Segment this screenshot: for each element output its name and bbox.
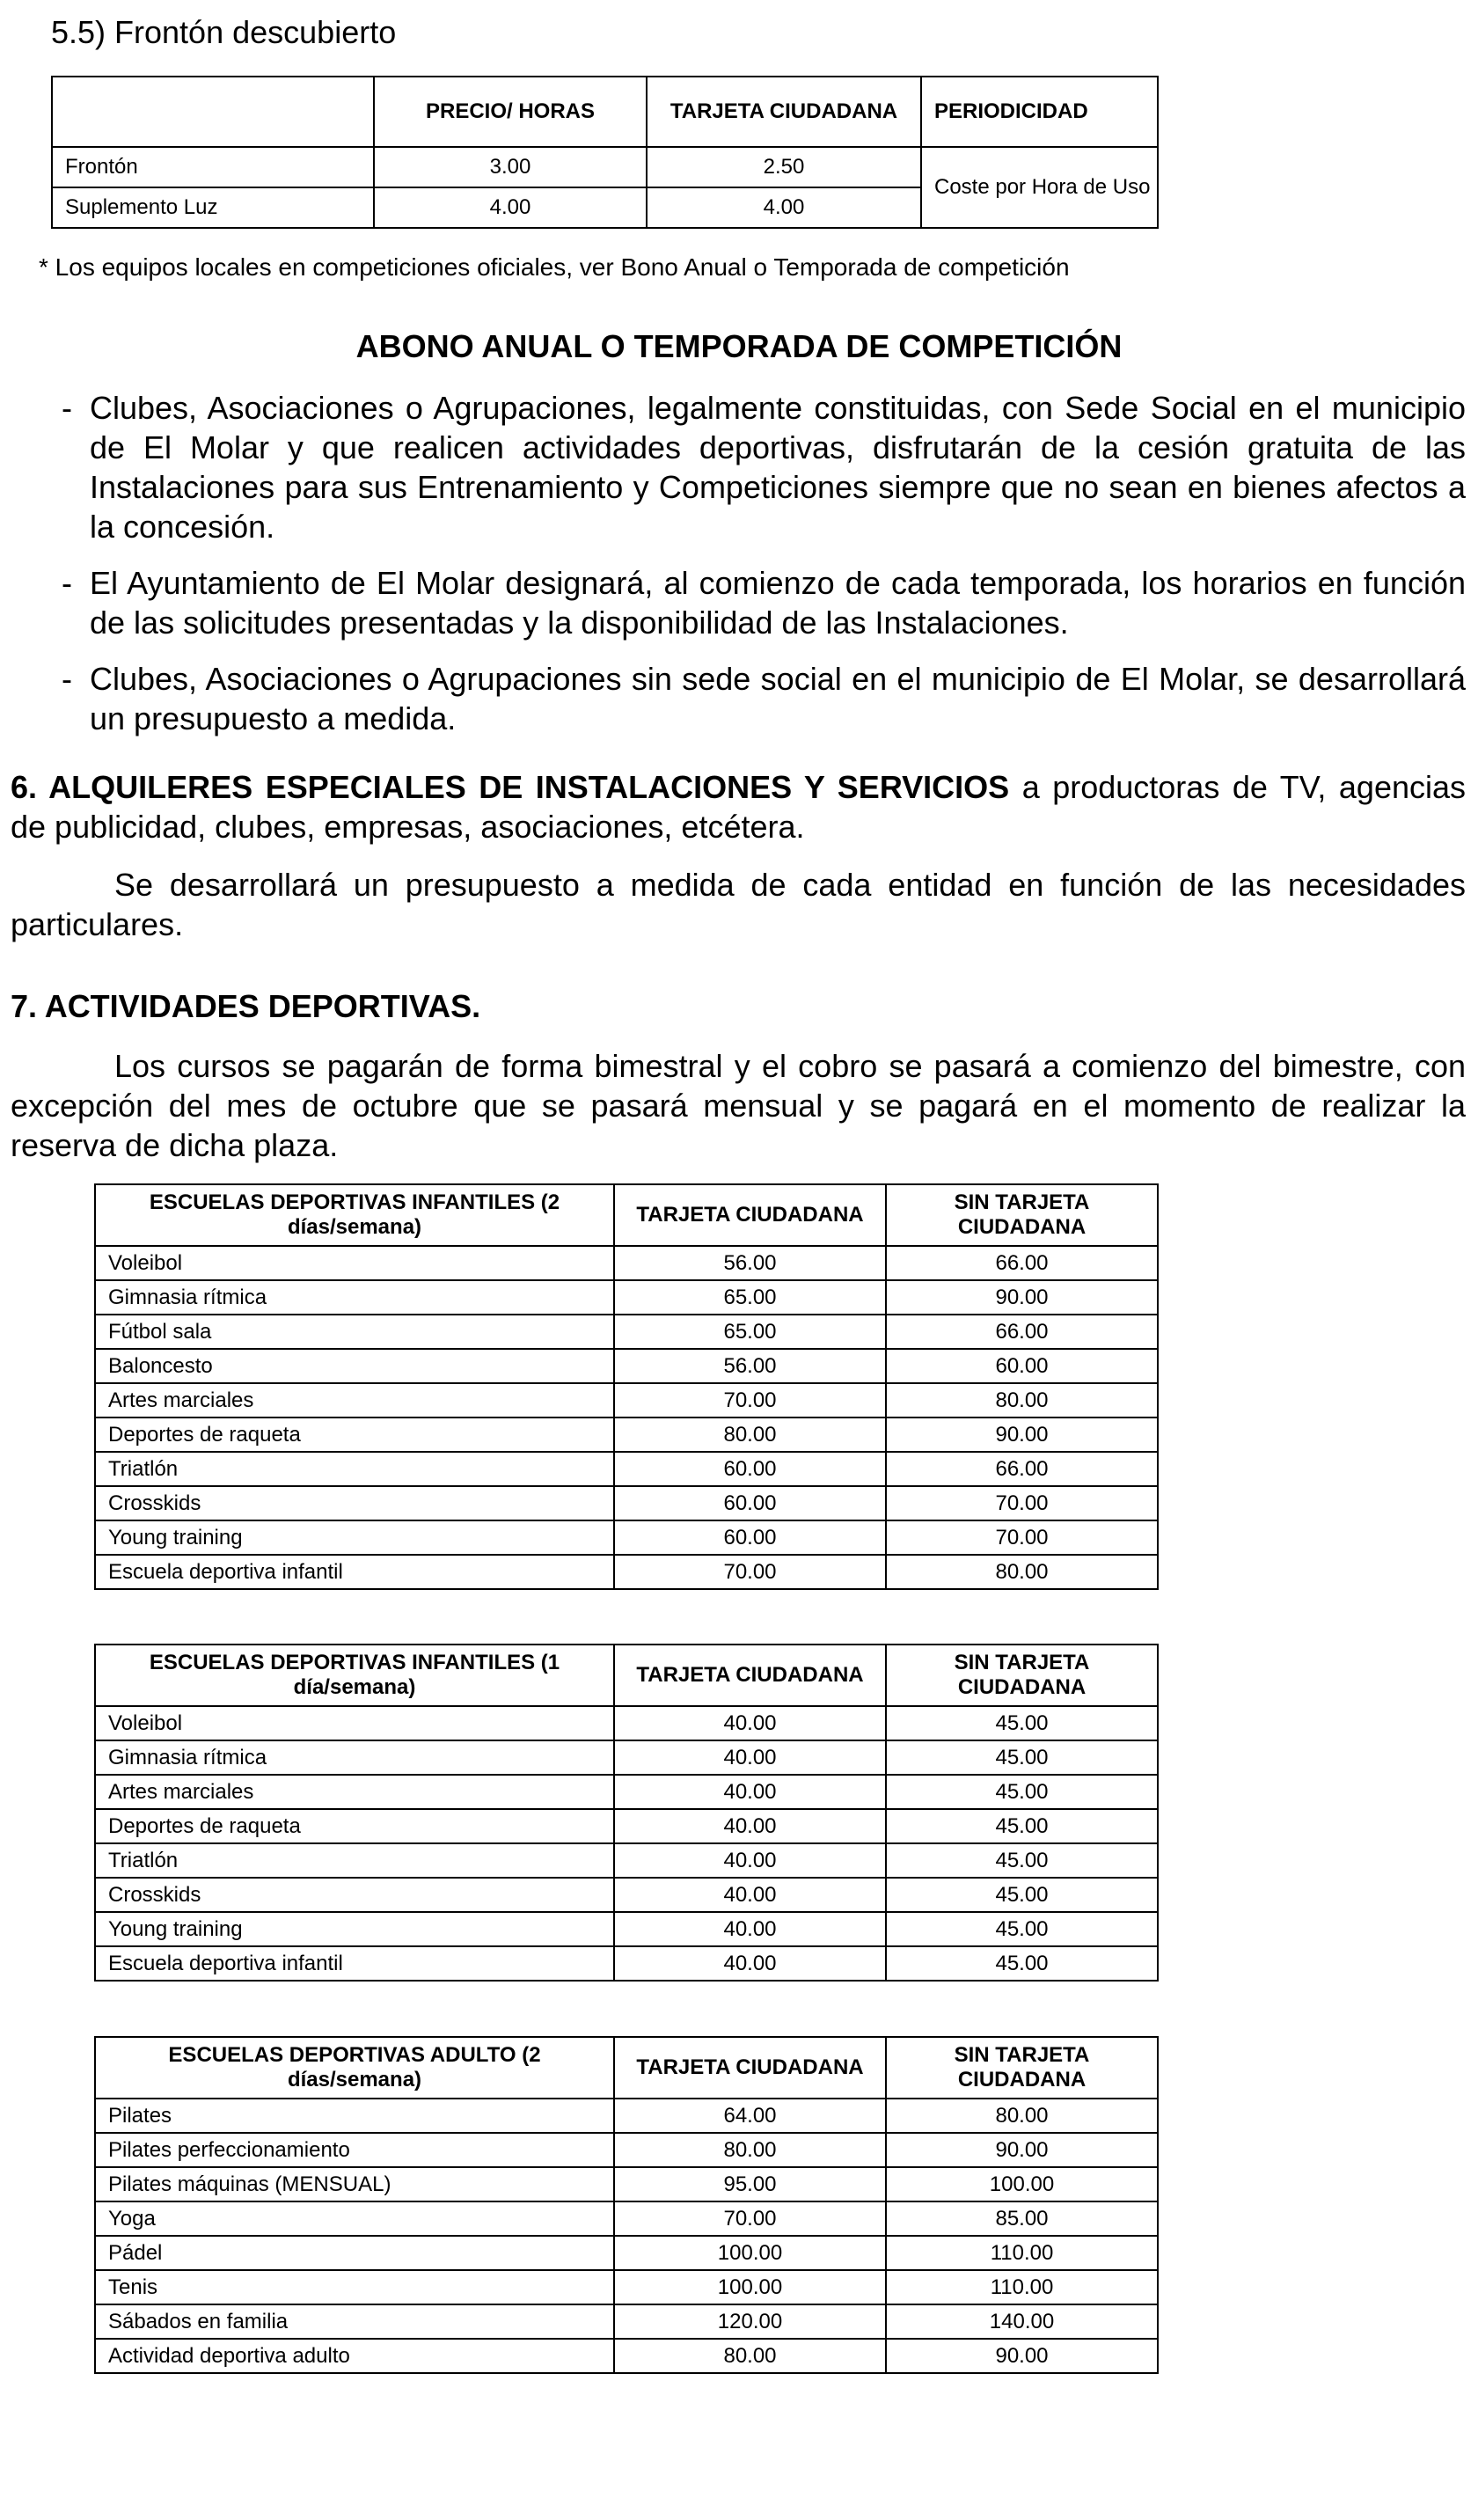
price-tarjeta: 70.00 — [614, 1383, 886, 1418]
row-tarjeta: 4.00 — [647, 187, 921, 228]
price-sin-tarjeta: 45.00 — [886, 1912, 1158, 1946]
table-row — [95, 1246, 1158, 1280]
table-row — [95, 1843, 1158, 1878]
activity-name: Pilates perfeccionamiento — [95, 2133, 614, 2167]
price-sin-tarjeta: 66.00 — [886, 1452, 1158, 1486]
header-cell: PERIODICIDAD — [921, 77, 1158, 147]
activity-name: Crosskids — [95, 1878, 614, 1912]
price-tarjeta: 56.00 — [614, 1246, 886, 1280]
table-row — [95, 1315, 1158, 1349]
header-cell: TARJETA CIUDADANA — [614, 2037, 886, 2099]
table-row — [95, 2133, 1158, 2167]
row-name: Frontón — [52, 147, 374, 187]
price-sin-tarjeta: 100.00 — [886, 2167, 1158, 2201]
header-cell: TARJETA CIUDADANA — [614, 1645, 886, 1706]
activity-name: Deportes de raqueta — [95, 1809, 614, 1843]
table-row — [95, 1706, 1158, 1740]
activity-name: Pilates máquinas (MENSUAL) — [95, 2167, 614, 2201]
price-tarjeta: 120.00 — [614, 2304, 886, 2339]
price-tarjeta: 60.00 — [614, 1452, 886, 1486]
table-row — [95, 2236, 1158, 2270]
fronton-table — [51, 76, 1159, 229]
activity-name: Tenis — [95, 2270, 614, 2304]
table-row — [95, 2167, 1158, 2201]
table-row — [95, 2270, 1158, 2304]
price-tarjeta: 40.00 — [614, 1706, 886, 1740]
price-tarjeta: 70.00 — [614, 1555, 886, 1589]
header-cell: SIN TARJETA CIUDADANA — [886, 1184, 1158, 1246]
price-sin-tarjeta: 110.00 — [886, 2270, 1158, 2304]
price-sin-tarjeta: 85.00 — [886, 2201, 1158, 2236]
header-cell: ESCUELAS DEPORTIVAS INFANTILES (1 día/semana) — [95, 1645, 614, 1706]
table-row — [95, 1555, 1158, 1589]
table-row — [95, 1878, 1158, 1912]
price-sin-tarjeta: 45.00 — [886, 1843, 1158, 1878]
price-sin-tarjeta: 66.00 — [886, 1315, 1158, 1349]
activity-name: Baloncesto — [95, 1349, 614, 1383]
price-sin-tarjeta: 90.00 — [886, 2339, 1158, 2373]
table-row — [95, 2099, 1158, 2133]
fronton-heading: 5.5) Frontón descubierto — [51, 14, 397, 50]
row-name: Suplemento Luz — [52, 187, 374, 228]
table-row — [95, 1775, 1158, 1809]
activity-name: Gimnasia rítmica — [95, 1280, 614, 1315]
section7-paragraph: Los cursos se pagarán de forma bimestral y el cobro se pasará a comienzo del bimestre, con excepción del mes de octubre que se pasará mensual y se pagará en el momento de realizar la reserva de dicha plaza. — [11, 1048, 1466, 1163]
table-row — [95, 1418, 1158, 1452]
activity-name: Voleibol — [95, 1246, 614, 1280]
price-sin-tarjeta: 45.00 — [886, 1740, 1158, 1775]
row-tarjeta: 2.50 — [647, 147, 921, 187]
activity-name: Triatlón — [95, 1843, 614, 1878]
price-tarjeta: 95.00 — [614, 2167, 886, 2201]
table-row — [95, 2201, 1158, 2236]
table-infantil-2dias — [94, 1183, 1159, 1590]
header-cell: PRECIO/ HORAS — [374, 77, 647, 147]
list-item: - El Ayuntamiento de El Molar designará, al comienzo de cada temporada, los horarios en función de las solicitudes presentadas y la disponibilidad de las Instalaciones. — [56, 563, 1466, 642]
header-cell: ESCUELAS DEPORTIVAS INFANTILES (2 días/semana) — [95, 1184, 614, 1246]
header-cell: ESCUELAS DEPORTIVAS ADULTO (2 días/semana) — [95, 2037, 614, 2099]
activity-name: Yoga — [95, 2201, 614, 2236]
table-row — [52, 147, 1158, 187]
table-row — [95, 1912, 1158, 1946]
list-item: - Clubes, Asociaciones o Agrupaciones, legalmente constituidas, con Sede Social en el municipio de El Molar y que realicen actividades deportivas, disfrutarán de la cesión gratuita de las Instalaciones para sus Entrenamiento y Competiciones siempre que no sean en bienes afectos a la concesión. — [56, 388, 1466, 546]
table-header-row — [95, 1645, 1158, 1706]
table-row — [95, 1520, 1158, 1555]
table-infantil-1dia — [94, 1644, 1159, 1982]
price-sin-tarjeta: 140.00 — [886, 2304, 1158, 2339]
table-row — [95, 1809, 1158, 1843]
table-header-row — [95, 1184, 1158, 1246]
table-row — [95, 2304, 1158, 2339]
price-tarjeta: 40.00 — [614, 1740, 886, 1775]
section6-title-rest: a productoras de TV, agencias de publicidad, clubes, empresas, asociaciones, etcétera. — [11, 769, 1467, 845]
activity-name: Triatlón — [95, 1452, 614, 1486]
price-tarjeta: 40.00 — [614, 1809, 886, 1843]
price-sin-tarjeta: 80.00 — [886, 2099, 1158, 2133]
price-tarjeta: 65.00 — [614, 1280, 886, 1315]
section7-title: 7. ACTIVIDADES DEPORTIVAS. — [11, 988, 481, 1024]
price-sin-tarjeta: 90.00 — [886, 1280, 1158, 1315]
activity-name: Escuela deportiva infantil — [95, 1946, 614, 1981]
row-periodicidad: Coste por Hora de Uso — [921, 147, 1158, 228]
price-tarjeta: 100.00 — [614, 2270, 886, 2304]
activity-name: Sábados en familia — [95, 2304, 614, 2339]
fronton-note: * Los equipos locales en competiciones oficiales, ver Bono Anual o Temporada de competición — [39, 253, 1070, 281]
price-tarjeta: 40.00 — [614, 1912, 886, 1946]
activity-name: Gimnasia rítmica — [95, 1740, 614, 1775]
price-tarjeta: 64.00 — [614, 2099, 886, 2133]
row-precio: 3.00 — [374, 147, 647, 187]
header-cell: SIN TARJETA CIUDADANA — [886, 1645, 1158, 1706]
activity-name: Fútbol sala — [95, 1315, 614, 1349]
price-tarjeta: 65.00 — [614, 1315, 886, 1349]
section6-title: 6. ALQUILERES ESPECIALES DE INSTALACIONES Y SERVICIOS — [11, 769, 1010, 805]
table-row — [95, 2339, 1158, 2373]
price-sin-tarjeta: 80.00 — [886, 1383, 1158, 1418]
table-row — [95, 1280, 1158, 1315]
abono-list — [56, 388, 1466, 755]
header-cell: SIN TARJETA CIUDADANA — [886, 2037, 1158, 2099]
price-sin-tarjeta: 45.00 — [886, 1775, 1158, 1809]
activity-name: Young training — [95, 1520, 614, 1555]
activity-name: Actividad deportiva adulto — [95, 2339, 614, 2373]
price-sin-tarjeta: 66.00 — [886, 1246, 1158, 1280]
list-item: - Clubes, Asociaciones o Agrupaciones sin sede social en el municipio de El Molar, se desarrollará un presupuesto a medida. — [56, 659, 1466, 738]
price-sin-tarjeta: 70.00 — [886, 1486, 1158, 1520]
price-sin-tarjeta: 80.00 — [886, 1555, 1158, 1589]
price-tarjeta: 40.00 — [614, 1775, 886, 1809]
price-sin-tarjeta: 70.00 — [886, 1520, 1158, 1555]
header-cell — [52, 77, 374, 147]
header-cell: TARJETA CIUDADANA — [647, 77, 921, 147]
activity-name: Crosskids — [95, 1486, 614, 1520]
price-tarjeta: 40.00 — [614, 1878, 886, 1912]
price-tarjeta: 100.00 — [614, 2236, 886, 2270]
table-row — [95, 1946, 1158, 1981]
price-tarjeta: 80.00 — [614, 2339, 886, 2373]
price-tarjeta: 60.00 — [614, 1486, 886, 1520]
price-sin-tarjeta: 45.00 — [886, 1706, 1158, 1740]
table-row — [95, 1740, 1158, 1775]
table-header-row — [95, 2037, 1158, 2099]
activity-name: Artes marciales — [95, 1775, 614, 1809]
activity-name: Young training — [95, 1912, 614, 1946]
section6-heading — [11, 767, 1466, 846]
activity-name: Pilates — [95, 2099, 614, 2133]
activity-name: Deportes de raqueta — [95, 1418, 614, 1452]
table-row — [95, 1452, 1158, 1486]
price-tarjeta: 40.00 — [614, 1946, 886, 1981]
price-sin-tarjeta: 45.00 — [886, 1946, 1158, 1981]
price-tarjeta: 80.00 — [614, 1418, 886, 1452]
price-sin-tarjeta: 110.00 — [886, 2236, 1158, 2270]
table-adulto-2dias — [94, 2036, 1159, 2374]
section6-paragraph: Se desarrollará un presupuesto a medida de cada entidad en función de las necesidades particulares. — [11, 867, 1466, 942]
abono-title: ABONO ANUAL O TEMPORADA DE COMPETICIÓN — [355, 328, 1123, 364]
table-row — [95, 1349, 1158, 1383]
price-sin-tarjeta: 45.00 — [886, 1809, 1158, 1843]
price-tarjeta: 80.00 — [614, 2133, 886, 2167]
price-tarjeta: 56.00 — [614, 1349, 886, 1383]
price-sin-tarjeta: 90.00 — [886, 1418, 1158, 1452]
price-tarjeta: 40.00 — [614, 1843, 886, 1878]
header-cell: TARJETA CIUDADANA — [614, 1184, 886, 1246]
price-sin-tarjeta: 60.00 — [886, 1349, 1158, 1383]
table-row — [95, 1383, 1158, 1418]
table-header-row — [52, 77, 1158, 147]
activity-name: Escuela deportiva infantil — [95, 1555, 614, 1589]
activity-name: Voleibol — [95, 1706, 614, 1740]
price-tarjeta: 60.00 — [614, 1520, 886, 1555]
price-tarjeta: 70.00 — [614, 2201, 886, 2236]
activity-name: Artes marciales — [95, 1383, 614, 1418]
price-sin-tarjeta: 90.00 — [886, 2133, 1158, 2167]
price-sin-tarjeta: 45.00 — [886, 1878, 1158, 1912]
activity-name: Pádel — [95, 2236, 614, 2270]
table-row — [95, 1486, 1158, 1520]
row-precio: 4.00 — [374, 187, 647, 228]
